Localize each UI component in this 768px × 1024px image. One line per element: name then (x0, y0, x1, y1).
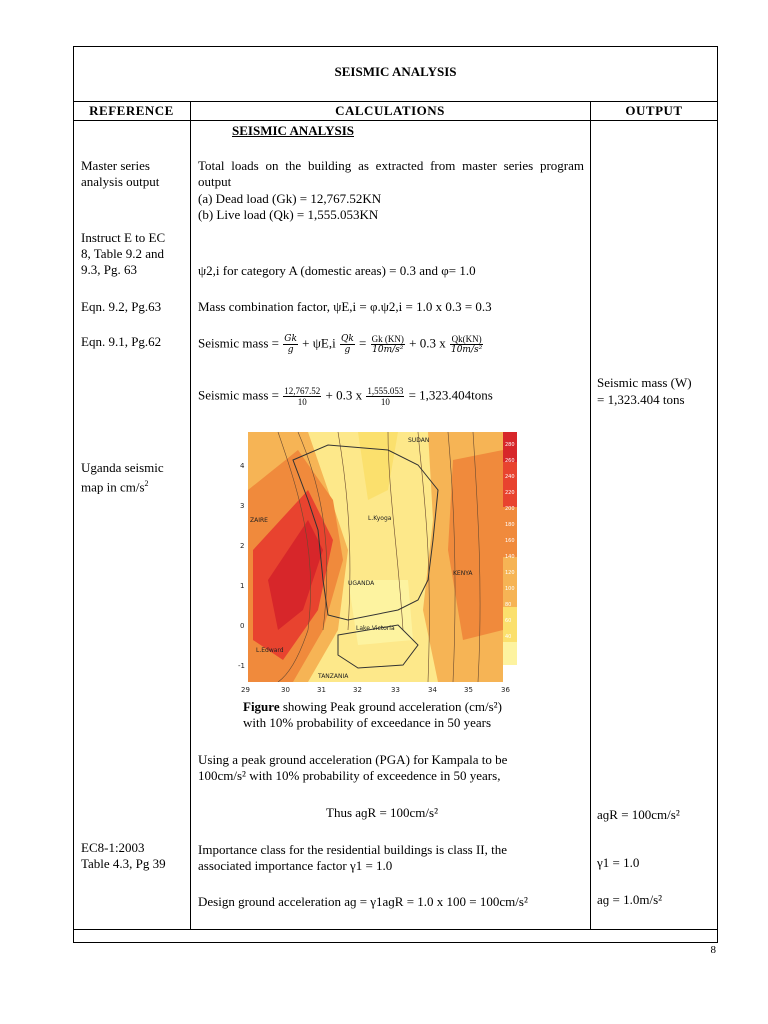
svg-text:32: 32 (353, 686, 362, 694)
svg-text:280: 280 (505, 442, 515, 448)
dead-load: (a) Dead load (Gk) = 12,767.52KN (198, 191, 382, 206)
seismic-mass-formula: Seismic mass = $\frac{Gk}{g}$ + ψE,i $\frac{Qk}{g}$ = $\frac{Gk (KN)}{\text{10m/s²}}$ + 0.3 x $\frac{Qk(KN)}{\text{10m/s²}}$ (198, 334, 483, 355)
fraction-gk-kn: $\frac{Gk (KN)}{\text{10m/s²}}$ (371, 334, 404, 355)
header-bottom-rule (73, 120, 718, 121)
thus-agr: Thus aɡR = 100cm/s² (326, 805, 438, 820)
svg-text:0: 0 (240, 622, 245, 630)
ref-uganda-map-2: map in $cm/s^2$ (81, 479, 149, 495)
svg-text:40: 40 (505, 634, 512, 640)
map-label-kyoga: L.Kyoga (368, 515, 392, 522)
importance-line-2: associated importance factor γ1 = 1.0 (198, 858, 393, 873)
fraction-qk-kn: $\frac{Qk(KN)}{\text{10m/s²}}$ (450, 334, 483, 355)
ref-ec8-2: Table 4.3, Pg 39 (81, 856, 166, 871)
column-divider-1 (190, 101, 191, 929)
svg-text:120: 120 (505, 570, 515, 576)
svg-text:-1: -1 (238, 662, 245, 670)
psi-category: ψ2,i for category A (domestic areas) = 0.3 and φ= 1.0 (198, 263, 476, 278)
seismic-mass-result: Seismic mass = $\frac{12,767.52}{10}$ + 0.3 x $\frac{1,555.053}{10}$ = 1,323.404tons (198, 386, 493, 407)
svg-text:260: 260 (505, 458, 515, 464)
ref-master-series-2: analysis output (81, 174, 160, 189)
svg-text:31: 31 (317, 686, 326, 694)
svg-text:36: 36 (501, 686, 510, 694)
uganda-seismic-map (238, 430, 518, 695)
map-label-victoria: Lake Victoria (356, 625, 395, 632)
svg-text:3: 3 (240, 502, 245, 510)
pga-line-1: Using a peak ground acceleration (PGA) for Kampala to be (198, 752, 508, 767)
map-label-uganda: UGANDA (348, 580, 375, 587)
ref-instruct-2: 8, Table 9.2 and (81, 246, 164, 261)
ref-uganda-map-1: Uganda seismic (81, 460, 164, 475)
output-gamma: γ1 = 1.0 (597, 855, 640, 870)
fraction-qk-g: $\frac{Qk}{g}$ (340, 334, 354, 355)
svg-text:35: 35 (464, 686, 473, 694)
fraction-gk-g: $\frac{Gk}{g}$ (284, 334, 297, 355)
svg-text:140: 140 (505, 554, 515, 560)
importance-line-1: Importance class for the residential buildings is class II, the (198, 842, 508, 857)
fraction-live-load: $\frac{1,555.053}{10}$ (367, 386, 404, 407)
output-seismic-mass-1: Seismic mass (W) (597, 375, 692, 390)
ref-ec8-1: EC8-1:2003 (81, 840, 145, 855)
svg-text:2: 2 (240, 542, 245, 550)
page-title: SEISMIC ANALYSIS (334, 64, 457, 79)
output-ag: aɡ = 1.0m/s² (597, 892, 663, 907)
section-title: SEISMIC ANALYSIS (232, 123, 354, 138)
output-seismic-mass-2: = 1,323.404 tons (597, 392, 685, 407)
map-label-zaire: ZAIRE (250, 517, 268, 524)
loads-intro: Total loads on the building as extracted from master series program output (198, 158, 584, 189)
figure-caption-1: Figure showing Peak ground acceleration (cm/s²) (243, 699, 502, 714)
map-label-edward: L.Edward (256, 647, 284, 654)
svg-text:1: 1 (240, 582, 245, 590)
ref-instruct-1: Instruct E to EC (81, 230, 166, 245)
ref-eqn-9-2: Eqn. 9.2, Pg.63 (81, 299, 162, 314)
svg-text:60: 60 (505, 618, 512, 624)
map-color-scale (503, 432, 517, 665)
svg-text:80: 80 (505, 602, 512, 608)
svg-text:220: 220 (505, 490, 515, 496)
svg-text:30: 30 (281, 686, 290, 694)
svg-text:200: 200 (505, 506, 515, 512)
svg-text:100: 100 (505, 586, 515, 592)
fraction-dead-load: $\frac{12,767.52}{10}$ (284, 386, 321, 407)
ref-instruct-3: 9.3, Pg. 63 (81, 262, 137, 277)
ref-master-series-1: Master series (81, 158, 150, 173)
live-load: (b) Live load (Qk) = 1,555.053KN (198, 207, 379, 222)
pga-line-2: 100cm/s² with 10% probability of exceedence in 50 years, (198, 768, 501, 783)
svg-text:4: 4 (240, 462, 245, 470)
header-output: OUTPUT (625, 103, 683, 118)
map-label-kenya: KENYA (453, 570, 473, 577)
output-agr: aɡR = 100cm/s² (597, 807, 680, 822)
header-calculations: CALCULATIONS (335, 103, 445, 118)
svg-text:180: 180 (505, 522, 515, 528)
page-number: 8 (710, 944, 716, 956)
ref-eqn-9-1: Eqn. 9.1, Pg.62 (81, 334, 162, 349)
mass-combination-factor: Mass combination factor, ψE,i = φ.ψ2,i = 1.0 x 0.3 = 0.3 (198, 299, 492, 314)
svg-text:29: 29 (241, 686, 250, 694)
map-label-sudan: SUDAN (408, 437, 430, 444)
column-divider-2 (590, 101, 591, 929)
svg-text:240: 240 (505, 474, 515, 480)
header-top-rule (73, 101, 718, 102)
design-ground-acceleration: Design ground acceleration aɡ = γ1aɡR = 1.0 x 100 = 100cm/s² (198, 894, 528, 909)
svg-text:33: 33 (391, 686, 400, 694)
figure-caption-2: with 10% probability of exceedance in 50 years (243, 715, 491, 730)
header-reference: REFERENCE (89, 103, 174, 118)
map-label-tanzania: TANZANIA (318, 673, 349, 680)
svg-text:160: 160 (505, 538, 515, 544)
svg-text:34: 34 (428, 686, 437, 694)
table-bottom-rule (73, 929, 718, 930)
